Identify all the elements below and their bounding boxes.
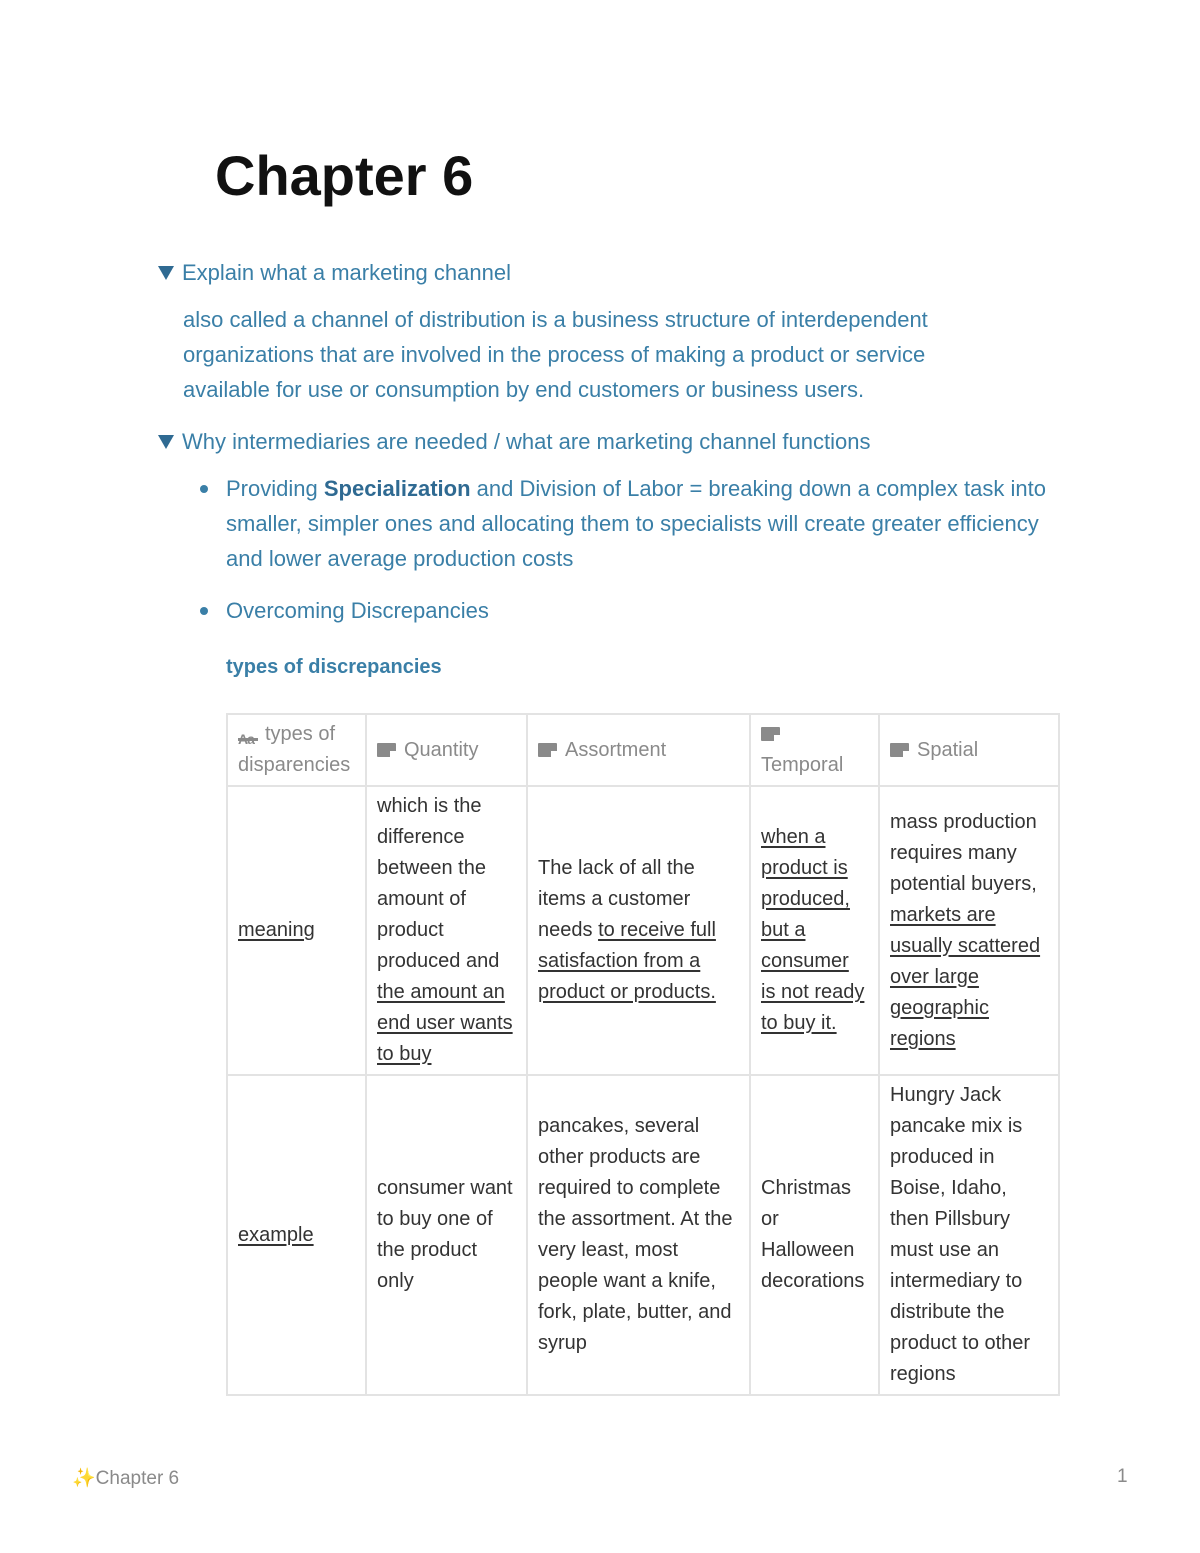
text-property-icon xyxy=(890,743,909,757)
cell-example-assortment[interactable]: pancakes, several other products are required to complete the assortment. At the very least, most people want a knife, fork, plate, butter, and syrup xyxy=(527,1075,750,1395)
column-header-spatial[interactable]: Spatial xyxy=(879,714,1059,786)
definition-paragraph: also called a channel of distribution is a business structure of interdependent organizations that are involved in the process of making a product or service available for use or consumption by end customers or business users. xyxy=(183,307,928,402)
list-item-text: Providing Specialization and Division of Labor = breaking down a complex task into smaller, simpler ones and allocating them to specialists will create greater efficiency and lower average production costs xyxy=(226,476,1046,571)
footer-title: ✨Chapter 6 xyxy=(72,1468,180,1489)
discrepancies-table xyxy=(226,713,1060,1396)
bullet-dot-icon xyxy=(200,607,208,615)
text-property-icon xyxy=(538,743,557,757)
cell-meaning-assortment[interactable]: The lack of all the items a customer needs to receive full satisfaction from a product or products. xyxy=(527,786,750,1075)
cell-meaning-quantity[interactable]: which is the difference between the amount of product produced and the amount an end user wants to buy xyxy=(366,786,527,1075)
bullet-dot-icon xyxy=(200,485,208,493)
page-title: Chapter 6 xyxy=(215,144,474,207)
toggle-triangle-icon[interactable] xyxy=(158,435,174,449)
table-header-row xyxy=(227,714,1059,786)
column-header-types[interactable]: Aatypes of disparencies xyxy=(227,714,366,786)
cell-example-spatial[interactable]: Hungry Jack pancake mix is produced in Boise, Idaho, then Pillsbury must use an intermediary to distribute the product to other regions xyxy=(879,1075,1059,1395)
toggle-triangle-icon[interactable] xyxy=(158,266,174,280)
column-header-quantity[interactable]: Quantity xyxy=(366,714,527,786)
table-row-example xyxy=(227,1075,1059,1395)
sparkle-icon: ✨ xyxy=(72,1468,96,1489)
title-property-icon xyxy=(238,727,257,741)
toggle-label: Explain what a marketing channel xyxy=(182,260,511,285)
column-header-temporal[interactable]: Temporal xyxy=(750,714,879,786)
row-label-example[interactable]: example xyxy=(227,1075,366,1395)
cell-meaning-spatial[interactable]: mass production requires many potential buyers, markets are usually scattered over large geographic regions xyxy=(879,786,1059,1075)
text-property-icon xyxy=(377,743,396,757)
column-header-assortment[interactable]: Assortment xyxy=(527,714,750,786)
table-row-meaning xyxy=(227,786,1059,1075)
list-item-text: Overcoming Discrepancies xyxy=(226,598,489,623)
row-label-meaning[interactable]: meaning xyxy=(227,786,366,1075)
cell-example-quantity[interactable]: consumer want to buy one of the product only xyxy=(366,1075,527,1395)
text-property-icon xyxy=(761,727,780,741)
cell-meaning-temporal[interactable]: when a product is produced, but a consumer is not ready to buy it. xyxy=(750,786,879,1075)
cell-example-temporal[interactable]: Christmas or Halloween decorations xyxy=(750,1075,879,1395)
page-number: 1 xyxy=(1117,1466,1128,1487)
toggle-label: Why intermediaries are needed / what are marketing channel functions xyxy=(182,429,871,454)
sub-heading: types of discrepancies xyxy=(226,656,442,678)
